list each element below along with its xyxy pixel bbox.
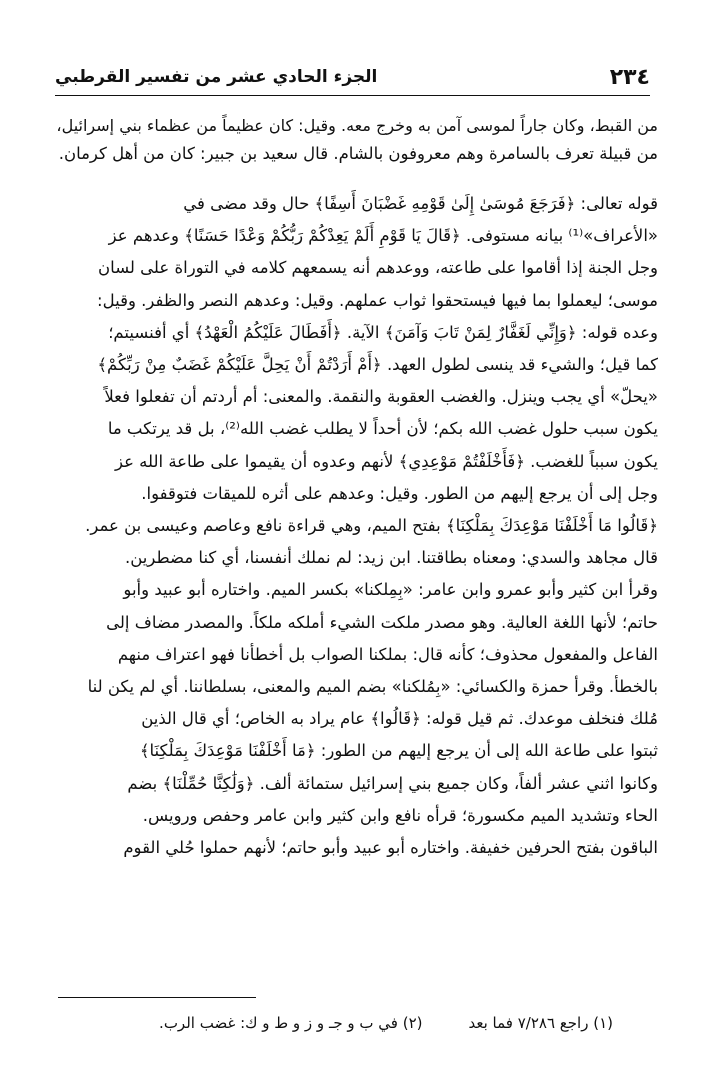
footnote-1: (١) راجع ٧/٢٨٦ فما بعد (468, 1014, 613, 1032)
text-line: الفاعل والمفعول محذوف؛ كأنه قال: بملكنا الصواب بل أخطأنا فهو اعتراف منهم (117, 644, 658, 664)
text-line: من قبيلة تعرف بالسامرة وهم معروفون بالشام. قال سعيد بن جبير: كان من أهل كرمان. (58, 144, 658, 163)
text-line: وقرأ ابن كثير وأبو عمرو وابن عامر: «بِمِلكنا» بكسر الميم. واختاره أبو عبيد وأبو (123, 580, 658, 600)
page-number: ٢٣٤ (609, 64, 650, 90)
text-line: الحاء وتشديد الميم مكسورة؛ قرأه نافع وابن كثير وابن عامر وحفص ورويس. (142, 805, 658, 825)
intro-paragraph (52, 112, 658, 168)
text-line: مُلك فنخلف موعدك. ثم قيل قوله: ﴿قَالُوا﴾ عام يراد به الخاص؛ أي قال الذين (141, 709, 658, 729)
text-line: من القبط، وكان جاراً لموسى آمن به وخرج معه. وقيل: كان عظيماً من عظماء بني إسرائيل، (56, 116, 658, 135)
text-line: وكانوا اثني عشر ألفاً، وكان جميع بني إسرائيل ستمائة ألف. ﴿وَلَٰكِنَّا حُمِّلْنَا﴾ بضم (127, 773, 658, 793)
footnotes (130, 1014, 613, 1032)
text-line: بالخطأ. وقرأ حمزة والكسائي: «بِمُلكنا» بضم الميم والمعنى، بسلطاننا. أي لم يكن لنا (87, 677, 658, 697)
text-line: ثبتوا على طاعة الله إلى أن يرجع إليهم من الطور: ﴿مَا أَخْلَفْنَا مَوْعِدَكَ بِمَلْكِنَا﴾ (139, 741, 658, 761)
text-line: كما قيل؛ والشيء قد ينسى لطول العهد. ﴿أَمْ أَرَدْتُمْ أَنْ يَحِلَّ عَلَيْكُمْ غَضَبٌ مِنْ رَبِّكُمْ﴾ (97, 355, 658, 375)
text-line: وجل إلى أن يرجع إليهم من الطور. وقيل: وعدهم على أثره للميقات فتوقفوا. (141, 483, 658, 503)
text-line: موسى؛ ليعملوا بما فيها فيستحقوا ثواب عملهم. وقيل: وعدهم النصر والظفر. وقيل: (97, 290, 658, 310)
page-header (55, 62, 650, 92)
text-line: ﴿قَالُوا مَا أَخْلَفْنَا مَوْعِدَكَ بِمَلْكِنَا﴾ بفتح الميم، وهي قراءة نافع وعاصم وعيسى بن عمر. (85, 516, 658, 536)
text-line: الباقون بفتح الحرفين خفيفة. واختاره أبو عبيد وأبو حاتم؛ لأنهم حملوا حُلي القوم (123, 838, 658, 858)
text-line: قوله تعالى: ﴿فَرَجَعَ مُوسَىٰ إِلَىٰ قَوْمِهِ غَضْبَانَ أَسِفًا﴾ حال وقد مضى في (183, 194, 658, 213)
running-title: الجزء الحادي عشر من تفسير القرطبي (55, 67, 378, 87)
text-line: «يحلّ» أي يجب وينزل. والغضب العقوبة والنقمة. والمعنى: أم أردتم أن تفعلوا فعلاً (104, 387, 658, 407)
text-line: «الأعراف»⁽¹⁾ بيانه مستوفى. ﴿قَالَ يَا قَوْمِ أَلَمْ يَعِدْكُمْ رَبُّكُمْ وَعْدًا حَسَنًا﴾ وعدهم عز (108, 226, 658, 246)
header-divider (55, 95, 650, 96)
text-line: وعده قوله: ﴿وَإِنِّي لَغَفَّارٌ لِمَنْ تَابَ وَآمَنَ﴾ الآية. ﴿أَفَطَالَ عَلَيْكُمُ الْعَهْدُ﴾ أي أفنسيتم؛ (108, 322, 658, 342)
text-line: حاتم؛ لأنها اللغة العالية. وهو مصدر ملكت الشيء أملكه ملكاً. والمصدر مضاف إلى (106, 612, 658, 632)
text-line: يكون سبباً للغضب. ﴿فَأَخْلَفْتُمْ مَوْعِدِي﴾ لأنهم وعدوه أن يقيموا على طاعة الله عز (114, 451, 658, 471)
footnote-divider (58, 997, 256, 998)
text-line: قال مجاهد والسدي: ومعناه بطاقتنا. ابن زيد: لم نملك أنفسنا، أي كنا مضطرين. (125, 548, 658, 568)
footnote-2: (٢) في ب و جـ و ز و ط و ك: غضب الرب. (159, 1014, 423, 1032)
main-body (52, 188, 658, 864)
text-line: وجل الجنة إذا أقاموا على طاعته، ووعدهم أنه يسمعهم كلامه في التوراة على لسان (98, 258, 658, 278)
text-line: يكون سبب حلول غضب الله بكم؛ لأن أحداً لا يطلب غضب الله⁽²⁾، بل قد يرتكب ما (107, 419, 658, 439)
